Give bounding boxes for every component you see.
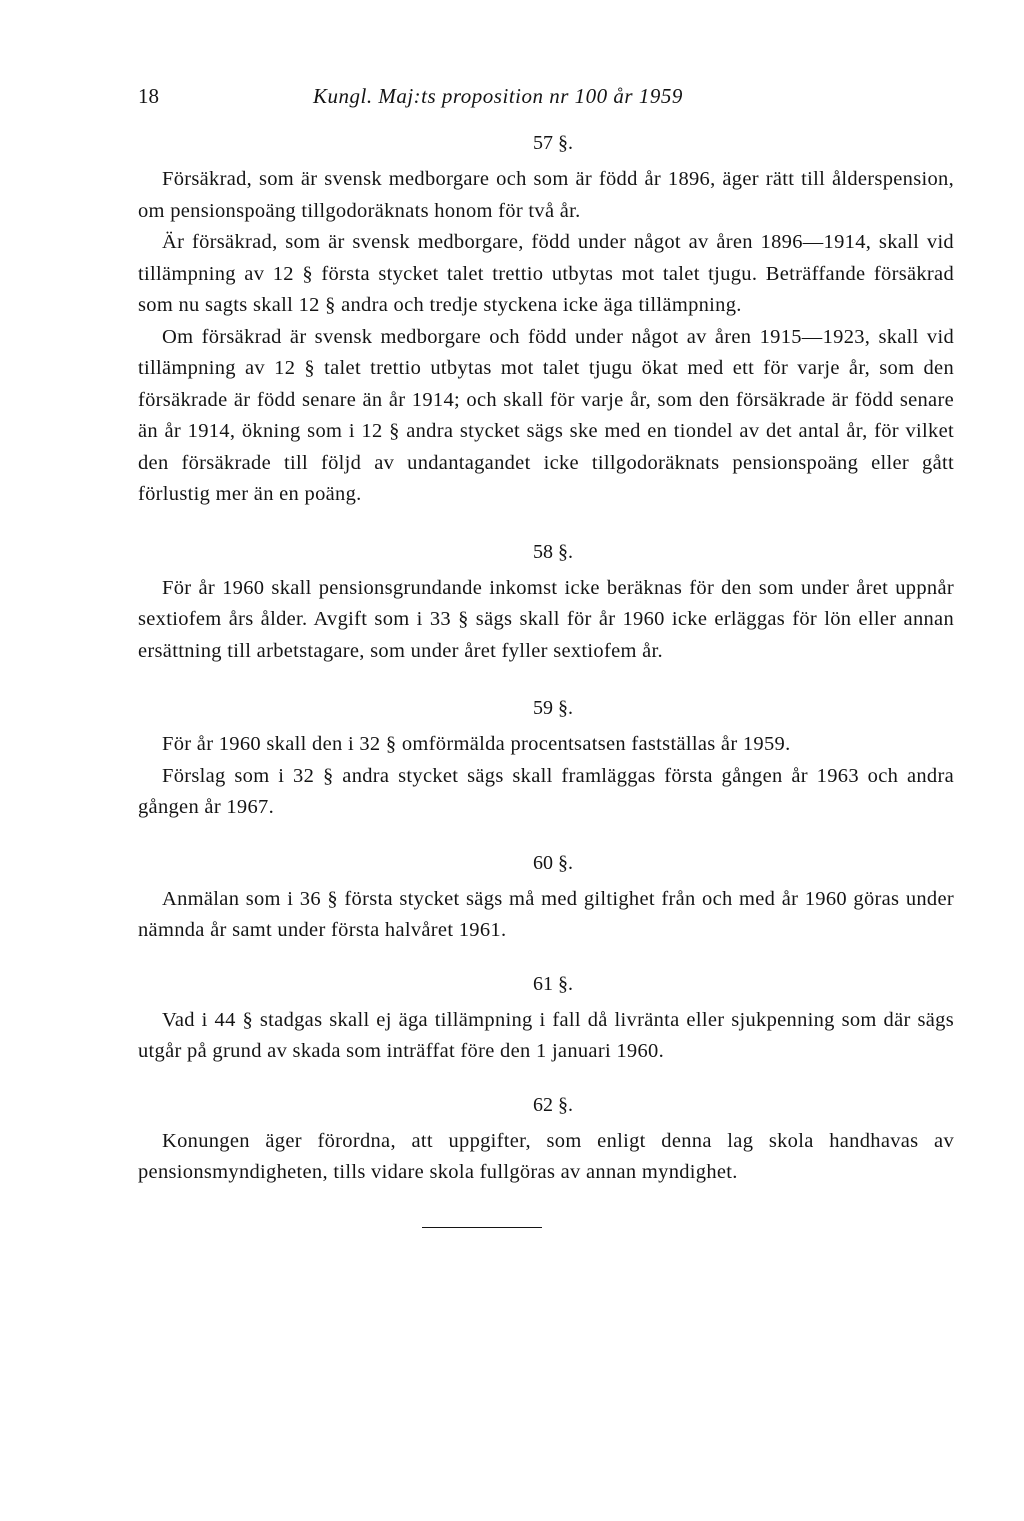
section-58 [138, 537, 954, 668]
paragraph: För år 1960 skall den i 32 § omförmälda procentsatsen fastställas år 1959. [162, 733, 791, 755]
paragraph: Konungen äger förordna, att uppgifter, som enligt denna lag skola handhavas av pensionsmyndigheten, tills vidare skola fullgöras av annan myndighet. [138, 1129, 954, 1183]
paragraph: Om försäkrad är svensk medborgare och född under något av åren 1915—1923, skall vid tillämpning av 12 § talet trettio utbytas mot talet tjugu ökat med ett för varje år, som den försäkrade är född senare än år 1914; och skall för varje år, som den försäkrade är född senare än år 1914, ökning som i 12 § andra stycket sägs ske med en tiondel av det antal år, för vilket den försäkrade till följd av undantagandet icke tillgodoräknats pensionspoäng eller gått förlustig mer än en poäng. [138, 325, 954, 505]
section-heading: 62 §. [533, 1093, 573, 1116]
section-heading: 60 §. [533, 851, 573, 874]
end-rule [422, 1227, 542, 1228]
section-heading: 58 §. [533, 540, 573, 563]
section-59 [138, 693, 954, 824]
paragraph: Försäkrad, som är svensk medborgare och som är född år 1896, äger rätt till ålderspension, om pensionspoäng tillgodoräknats honom för två år. [138, 168, 954, 222]
running-title: Kungl. Maj:ts proposition nr 100 år 1959 [313, 84, 683, 108]
paragraph: För år 1960 skall pensionsgrundande inkomst icke beräknas för den som under året uppnår sextiofem års ålder. Avgift som i 33 § sägs skall för år 1960 icke erläggas för lön eller annan ersättning till arbetstagare, som under året fyller sextiofem år. [138, 576, 954, 662]
section-heading: 59 §. [533, 697, 573, 719]
section-61 [138, 969, 954, 1068]
page-header [138, 84, 954, 120]
page-number: 18 [138, 84, 159, 108]
paragraph: Anmälan som i 36 § första stycket sägs må med giltighet från och med år 1960 göras under nämnda år samt under första halvåret 1961. [138, 887, 954, 941]
document-page [138, 84, 954, 1228]
paragraph: Är försäkrad, som är svensk medborgare, född under något av åren 1896—1914, skall vid tillämpning av 12 § första stycket talet trettio utbytas mot talet tjugu. Beträffande försäkrad som nu sagts skall 12 § andra och tredje styckena icke äga tillämpning. [138, 231, 954, 316]
section-57 [138, 128, 954, 511]
section-62 [138, 1090, 954, 1189]
section-60 [138, 848, 954, 947]
paragraph: Förslag som i 32 § andra stycket sägs skall framläggas första gången år 1963 och andra gången år 1967. [138, 764, 954, 818]
paragraph: Vad i 44 § stadgas skall ej äga tillämpning i fall då livränta eller sjukpenning som där sägs utgår på grund av skada som inträffat före den 1 januari 1960. [138, 1008, 954, 1062]
section-heading: 61 §. [533, 972, 573, 995]
section-heading: 57 §. [533, 132, 573, 154]
